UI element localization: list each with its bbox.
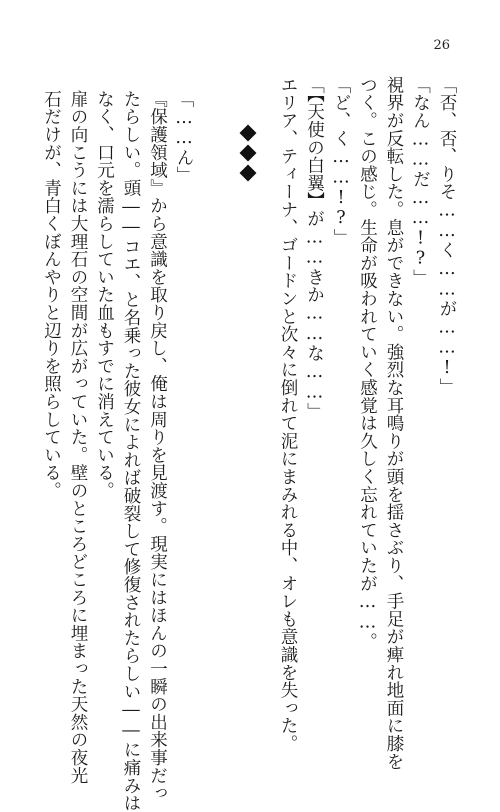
text-line: 「否、否、りそ……く……が……!」 bbox=[437, 76, 457, 397]
text-line: 「……ん」 bbox=[174, 90, 194, 184]
lower-text-block bbox=[38, 90, 197, 812]
text-line: 石だけが、青白くぼんやりと辺りを照らしている。 bbox=[41, 90, 62, 500]
text-line: なく、口元を濡らしていた血もすでに消えている。 bbox=[94, 90, 115, 500]
text-line: 「ど、く……!?」 bbox=[331, 76, 351, 247]
diamond-icon bbox=[240, 145, 257, 162]
scene-break-ornament bbox=[236, 124, 260, 182]
text-line: 『保護領域』から意識を取り戻し、俺は周りを見渡す。現実にはほんの一瞬の出来事だっ bbox=[147, 90, 168, 802]
text-line: 「なん……だ……!?」 bbox=[410, 76, 431, 287]
page-number: 26 bbox=[433, 38, 450, 53]
text-line: たらしい。頭――コエ、と名乗った彼女によれば破裂して修復されたらしい――に痛みは bbox=[121, 90, 141, 812]
text-line: つく。この感じ。生命が吸われていく感覚は久しく忘れていたが……。 bbox=[357, 76, 378, 651]
upper-text-block bbox=[275, 76, 461, 771]
text-line: 視界が反転した。息ができない。強烈な耳鳴りが頭を揺さぶり、手足が痺れ地面に膝を bbox=[384, 76, 404, 771]
text-line: 「【天使の白翼】が……きか……な……」 bbox=[304, 76, 325, 421]
text-line: エリア、ティーナ、ゴードンと次々に倒れて泥にまみれる中、オレも意識を失った。 bbox=[278, 76, 298, 753]
diamond-icon bbox=[240, 165, 257, 182]
diamond-icon bbox=[240, 125, 257, 142]
text-line: 扉の向こうには大理石の空間が広がっていた。壁のところどころに埋まった天然の夜光 bbox=[68, 90, 88, 785]
